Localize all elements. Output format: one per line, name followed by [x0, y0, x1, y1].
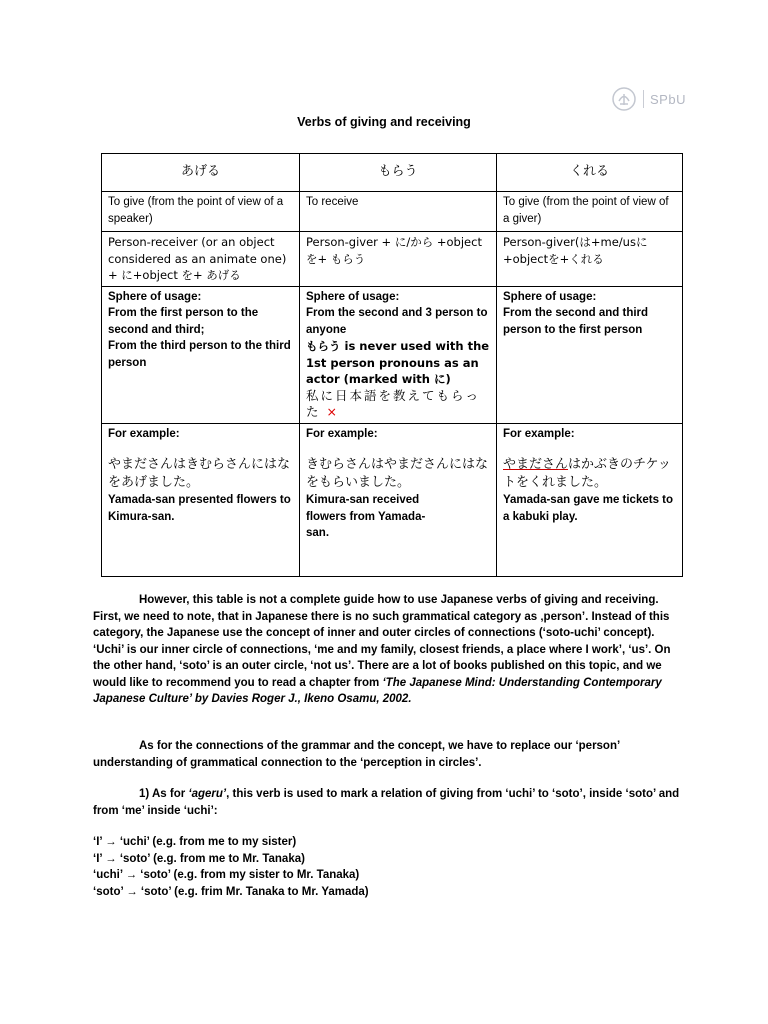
university-logo	[611, 86, 686, 112]
example-heading: For example:	[108, 427, 180, 440]
paragraph-ageru	[93, 786, 681, 819]
verbs-table	[101, 153, 683, 577]
example-heading: For example:	[503, 427, 575, 440]
page-title: Verbs of giving and receiving	[297, 115, 471, 129]
list-item: ‘uchi’ → ‘soto’ (e.g. from my sister to Mr. Tanaka)	[93, 869, 360, 881]
paragraph-intro-text: However, this table is not a complete guide how to use Japanese verbs of giving and receiving. First, we need to note, that in Japanese there is no such grammatical category as ‚person’. Instead of this category, the Japanese use the concept of inner and outer circles of connections (‘soto-uchi’ concept). ‘Uchi’ is our inner circle of connections, ‘me and my family, closest friends, a place where I work’, ‘us’. On the other hand, ‘soto’ is an outer circle, ‘not us’. There are a lot of books published on this topic, and we would like to recommend you to read a chapter from	[93, 594, 671, 689]
ageru-term: ‘ageru’	[188, 788, 227, 800]
sphere-heading: Sphere of usage:	[108, 290, 202, 303]
emblem-icon	[611, 86, 637, 112]
sphere-line: From the second and third person to the first person	[503, 307, 649, 336]
meaning-row	[102, 192, 683, 232]
relation-list	[93, 834, 681, 900]
list-item: ‘I’ → ‘soto’ (e.g. from me to Mr. Tanaka)	[93, 852, 305, 865]
example-ageru	[102, 423, 300, 576]
pattern-kureru: Person-giver(は+me/usに +objectを+くれる	[497, 232, 683, 287]
book-reference: ‘The Japanese Mind: Understanding Contemporary Japanese Culture’ by Davies Roger J., Ikeno Osamu, 2002.	[93, 676, 662, 705]
pattern-row	[102, 232, 683, 287]
example-jp-rest: はかぶきのチケットをくれました。	[503, 457, 671, 490]
sphere-line: From the third person to the third person	[108, 340, 291, 369]
sphere-line: From the second and 3 person to anyone	[306, 307, 488, 336]
sphere-row	[102, 286, 683, 423]
ageru-intro: 1) As for	[139, 788, 189, 800]
example-heading: For example:	[306, 427, 378, 440]
logo-divider	[643, 90, 644, 108]
underlined-name: やまださん	[503, 457, 569, 472]
header-morau: もらう	[300, 154, 497, 192]
sphere-heading: Sphere of usage:	[306, 290, 400, 303]
sphere-line: From the first person to the second and third;	[108, 307, 259, 336]
paragraph-connections: As for the connections of the grammar and the concept, we have to replace our ‘person’ understanding of grammatical connection to the ‘perception in circles’.	[93, 740, 620, 769]
example-jp: きむらさんはやまださんにはなをもらいました。	[306, 457, 489, 490]
meaning-kureru: To give (from the point of view of a giver)	[497, 192, 683, 232]
example-en: Yamada-san presented flowers to Kimura-san.	[108, 494, 291, 523]
sphere-ageru	[102, 286, 300, 423]
sphere-heading: Sphere of usage:	[503, 290, 597, 303]
sphere-kureru	[497, 286, 683, 423]
header-kureru: くれる	[497, 154, 683, 192]
example-morau	[300, 423, 497, 576]
example-en: Yamada-san gave me tickets to a kabuki play.	[503, 494, 674, 523]
paragraph-intro	[93, 592, 681, 708]
header-row	[102, 154, 683, 192]
logo-text: SPbU	[650, 91, 686, 107]
header-ageru: あげる	[102, 154, 300, 192]
example-jp	[503, 456, 676, 492]
example-kureru	[497, 423, 683, 576]
sphere-morau	[300, 286, 497, 423]
list-item: ‘I’ → ‘uchi’ (e.g. from me to my sister)	[93, 836, 297, 848]
wrong-example: 私に日本語を教えてもらった	[306, 387, 481, 419]
wrong-mark-icon: ×	[326, 404, 339, 419]
list-item: ‘soto’ → ‘soto’ (e.g. frim Mr. Tanaka to Mr. Yamada)	[93, 885, 369, 898]
morau-usage-note: もらう is never used with the 1st person pronouns as an actor (marked with に)	[306, 339, 490, 386]
meaning-morau: To receive	[300, 192, 497, 232]
pattern-ageru: Person-receiver (or an object considered as an animate one) + に+object を+ あげる	[102, 232, 300, 287]
example-en: Kimura-san received flowers from Yamada-san.	[306, 494, 426, 539]
ageru-desc: , this verb is used to mark a relation of giving from ‘uchi’ to ‘soto’, inside ‘soto’ and from ‘me’ inside ‘uchi’:	[93, 788, 680, 817]
example-row	[102, 423, 683, 576]
pattern-morau: Person-giver + に/から +objectを+ もらう	[300, 232, 497, 287]
example-jp: やまださんはきむらさんにはなをあげました。	[108, 457, 291, 490]
meaning-ageru: To give (from the point of view of a speaker)	[102, 192, 300, 232]
